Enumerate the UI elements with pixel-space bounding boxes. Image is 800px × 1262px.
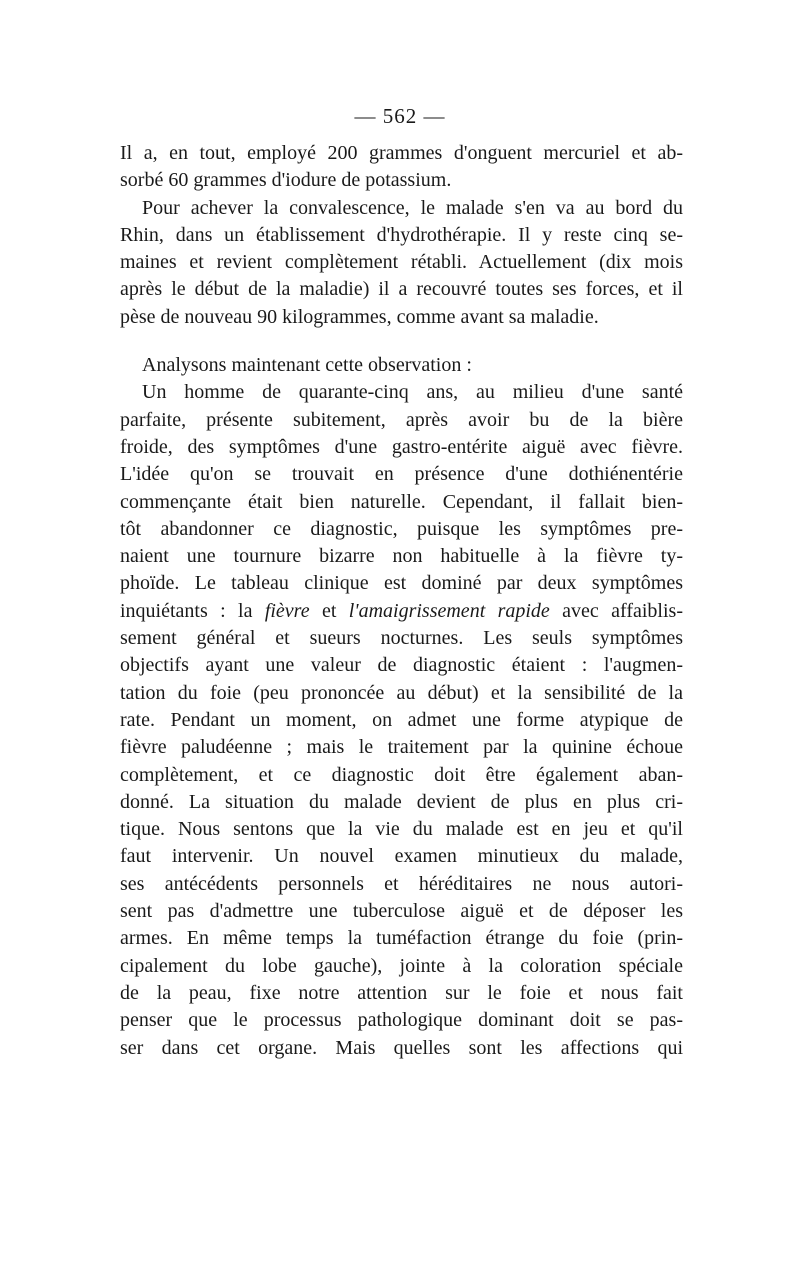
text-span: avec affaiblis- [549, 599, 683, 622]
text-line: tôt abandonner ce diagnostic, puisque les symptômes pre- [120, 517, 683, 540]
text-line: Analysons maintenant cette observation : [142, 354, 472, 377]
text-line: phoïde. Le tableau clinique est dominé par deux symptômes [120, 572, 683, 595]
italic-phrase: l'amaigrissement rapide [348, 599, 550, 622]
text-line: pèse de nouveau 90 kilogrammes, comme avant sa maladie. [120, 305, 599, 328]
text-span: inquiétants : la [120, 599, 265, 622]
paragraph-gap [120, 331, 683, 352]
text-line: sement général et sueurs nocturnes. Les seuls symptômes [120, 627, 683, 650]
text-line: donné. La situation du malade devient de plus en plus cri- [120, 790, 683, 813]
text-line: ses antécédents personnels et héréditaires ne nous autori- [120, 872, 683, 895]
italic-phrase: fièvre [264, 599, 310, 622]
text-line: faut intervenir. Un nouvel examen minutieux du malade, [120, 845, 683, 868]
text-line: fièvre paludéenne ; mais le traitement par la quinine échoue [120, 736, 683, 759]
text-line: naient une tournure bizarre non habituelle à la fièvre ty- [120, 545, 683, 568]
text-line: penser que le processus pathologique dominant doit se pas- [120, 1009, 683, 1032]
text-line: Il a, en tout, employé 200 grammes d'onguent mercuriel et ab- [120, 142, 683, 164]
text-line: parfaite, présente subitement, après avoir bu de la bière [120, 408, 683, 431]
text-line: Rhin, dans un établissement d'hydrothérapie. Il y reste cinq se- [120, 223, 683, 246]
text-span: et [309, 599, 349, 622]
text-line: maines et revient complètement rétabli. Actuellement (dix mois [120, 251, 683, 274]
text-line: de la peau, fixe notre attention sur le foie et nous fait [120, 981, 683, 1004]
text-line: froide, des symptômes d'une gastro-entérite aiguë avec fièvre. [120, 435, 683, 458]
text-line [120, 598, 683, 625]
text-line: Un homme de quarante-cinq ans, au milieu d'une santé [142, 381, 683, 404]
text-line: complètement, et ce diagnostic doit être également aban- [120, 763, 683, 786]
text-line: commençante était bien naturelle. Cependant, il fallait bien- [120, 490, 683, 513]
text-line: L'idée qu'on se trouvait en présence d'une dothiénentérie [120, 463, 683, 486]
body-text [120, 140, 683, 1062]
page-number: — 562 — [354, 104, 446, 128]
text-line: objectifs ayant une valeur de diagnostic étaient : l'augmen- [120, 654, 683, 677]
text-line: après le début de la maladie) il a recouvré toutes ses forces, et il [120, 278, 683, 301]
text-line: ser dans cet organe. Mais quelles sont les affections qui [120, 1036, 683, 1059]
text-line: Pour achever la convalescence, le malade s'en va au bord du [142, 196, 683, 219]
text-line: tation du foie (peu prononcée au début) et la sensibilité de la [120, 681, 683, 704]
text-line: cipalement du lobe gauche), jointe à la coloration spéciale [120, 954, 683, 977]
text-line: sent pas d'admettre une tuberculose aiguë et de déposer les [120, 900, 683, 923]
text-line: rate. Pendant un moment, on admet une forme atypique de [120, 708, 683, 731]
text-line: sorbé 60 grammes d'iodure de potassium. [120, 169, 452, 192]
text-line: tique. Nous sentons que la vie du malade est en jeu et qu'il [120, 818, 683, 841]
text-line: armes. En même temps la tuméfaction étrange du foie (prin- [120, 927, 683, 950]
